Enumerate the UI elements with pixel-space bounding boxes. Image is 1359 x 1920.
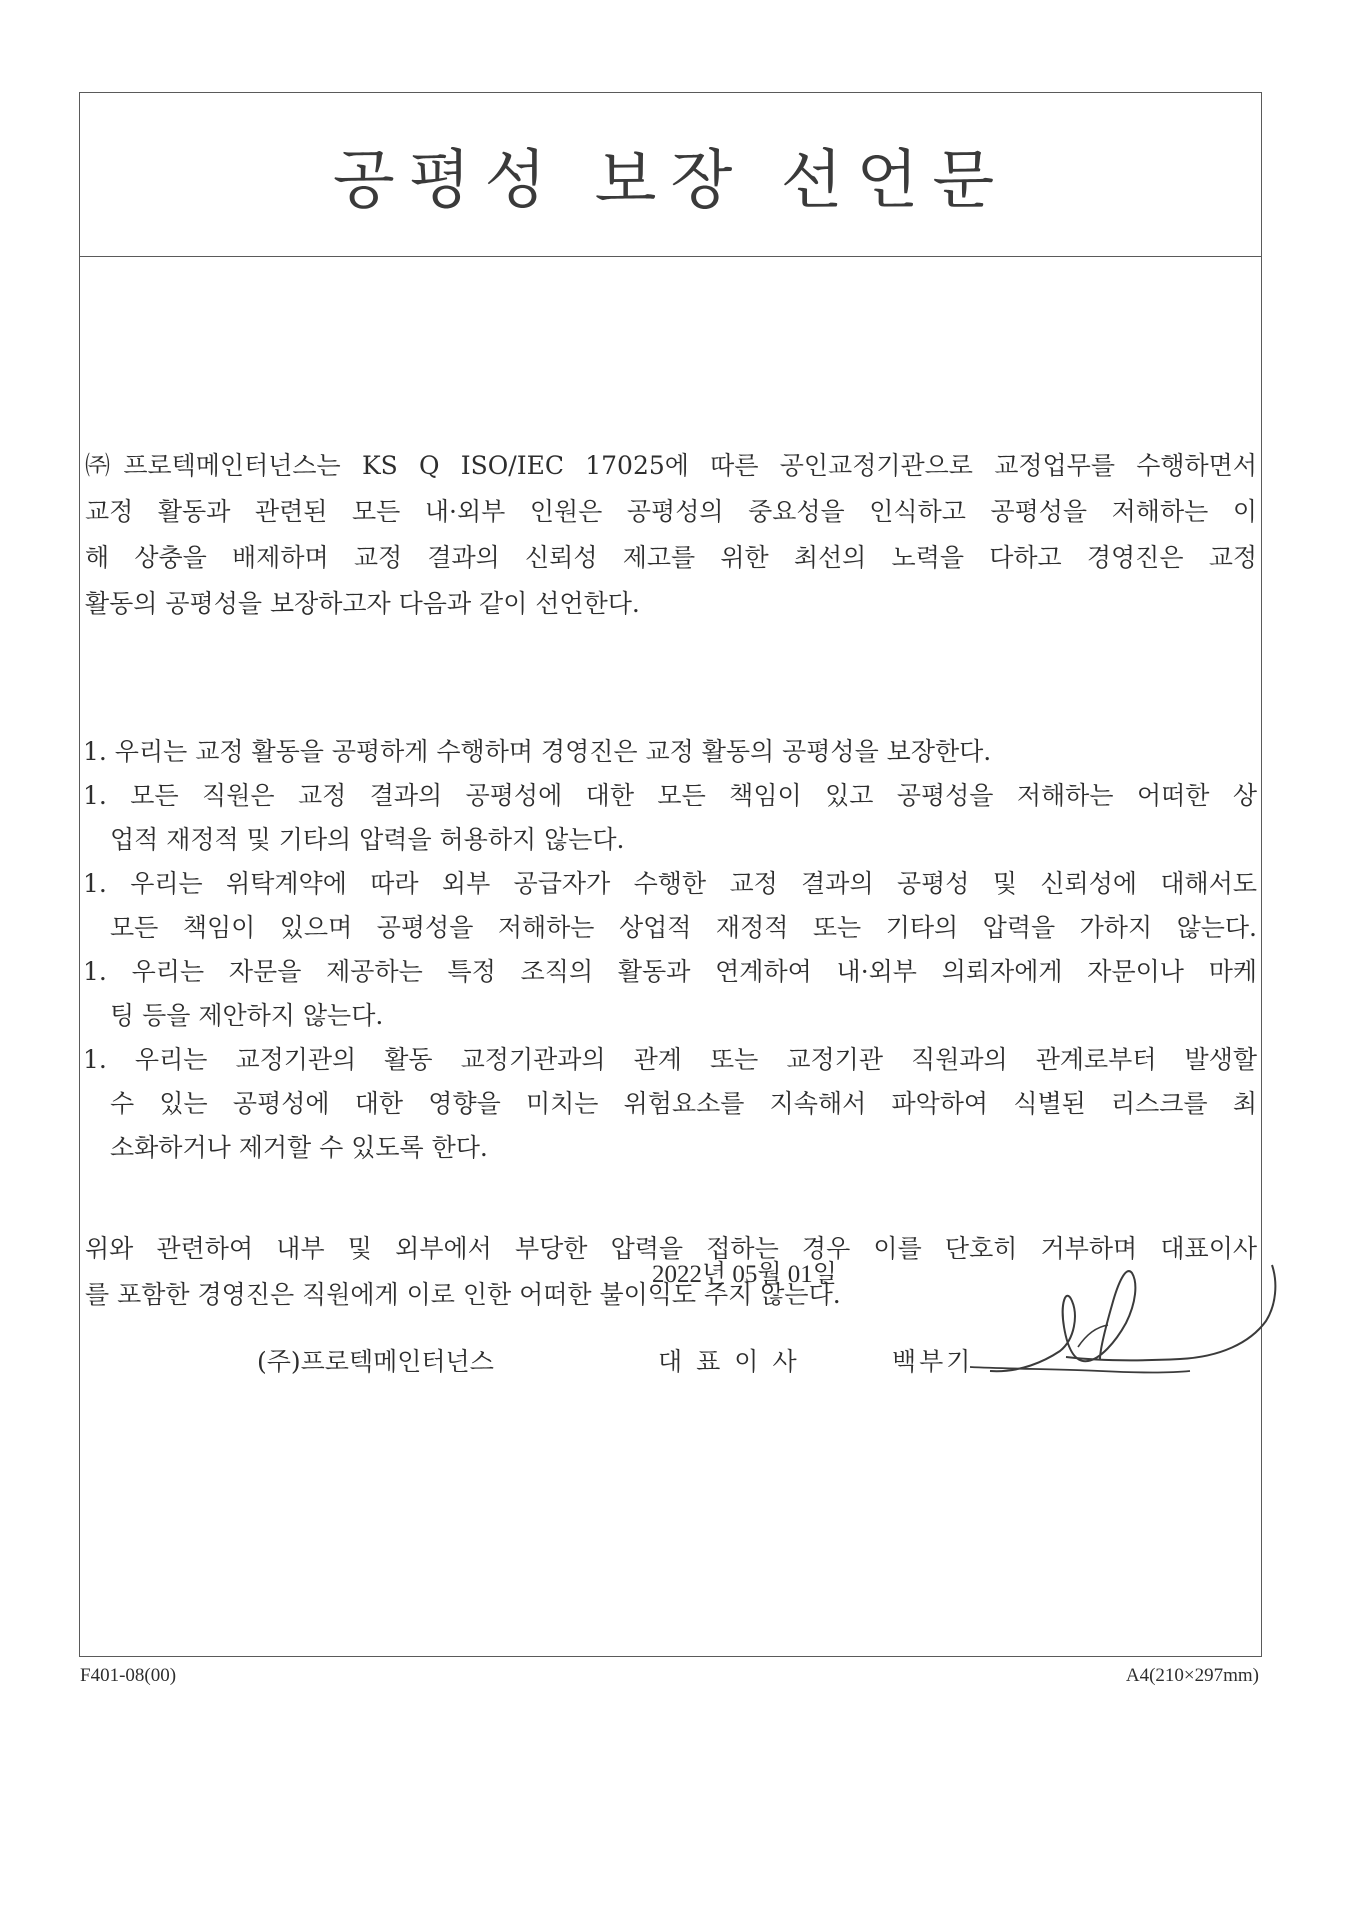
declaration-item (80, 1038, 1261, 1170)
company-name: (주)프로텍메인터넌스 (257, 1347, 494, 1376)
document-title: 공평성 보장 선언문 (332, 143, 1009, 218)
intro-paragraph (80, 443, 1261, 627)
representative-title: 대표이사 (658, 1347, 811, 1376)
declaration-items (80, 730, 1261, 1170)
item-line: 1. 우리는 자문을 제공하는 특정 조직의 활동과 연계하여 내·외부 의뢰자에게 자문이나 마케 (83, 957, 1257, 986)
item-line: 1. 우리는 위탁계약에 따라 외부 공급자가 수행한 교정 결과의 공평성 및 신뢰성에 대해서도 (83, 869, 1257, 898)
title-box (80, 93, 1261, 257)
intro-line: ㈜프로텍메인터넌스는 KS Q ISO/IEC 17025에 따른 공인교정기관으로 교정업무를 수행하면서 (85, 451, 1257, 480)
closing-line: 를 포함한 경영진은 직원에게 이로 인한 어떠한 불이익도 주지 않는다. (85, 1280, 841, 1309)
declaration-item (80, 862, 1261, 950)
item-line: 1. 모든 직원은 교정 결과의 공평성에 대한 모든 책임이 있고 공평성을 저해하는 어떠한 상 (83, 781, 1257, 810)
declaration-item (80, 950, 1261, 1038)
document-frame (79, 92, 1262, 1657)
intro-line: 해 상충을 배제하며 교정 결과의 신뢰성 제고를 위한 최선의 노력을 다하고 경영진은 교정 (85, 543, 1257, 572)
item-line: 업적 재정적 및 기타의 압력을 허용하지 않는다. (110, 825, 625, 854)
paper-size: A4(210×297mm) (1125, 1665, 1259, 1686)
representative-name: 백부기 (892, 1347, 974, 1376)
declaration-item (80, 774, 1261, 862)
item-line: 팅 등을 제안하지 않는다. (110, 1001, 384, 1030)
declaration-item (80, 730, 1261, 774)
declaration-date: 2022년 05월 01일 (652, 1261, 837, 1288)
closing-line: 위와 관련하여 내부 및 외부에서 부당한 압력을 접하는 경우 이를 단호히 거부하며 대표이사 (85, 1234, 1257, 1263)
item-line: 수 있는 공평성에 대한 영향을 미치는 위험요소를 지속해서 파악하여 식별된 리스크를 최 (110, 1089, 1257, 1118)
item-line: 1. 우리는 교정 활동을 공평하게 수행하며 경영진은 교정 활동의 공평성을 보장한다. (83, 737, 992, 766)
intro-line: 활동의 공평성을 보장하고자 다음과 같이 선언한다. (85, 589, 640, 618)
form-number: F401-08(00) (80, 1665, 177, 1686)
item-line: 소화하거나 제거할 수 있도록 한다. (110, 1133, 488, 1162)
handwritten-signature (950, 1243, 1280, 1393)
item-line: 모든 책임이 있으며 공평성을 저해하는 상업적 재정적 또는 기타의 압력을 가하지 않는다. (110, 913, 1257, 942)
item-line: 1. 우리는 교정기관의 활동 교정기관과의 관계 또는 교정기관 직원과의 관계로부터 발생할 (83, 1045, 1257, 1074)
intro-line: 교정 활동과 관련된 모든 내·외부 인원은 공평성의 중요성을 인식하고 공평성을 저해하는 이 (85, 497, 1257, 526)
